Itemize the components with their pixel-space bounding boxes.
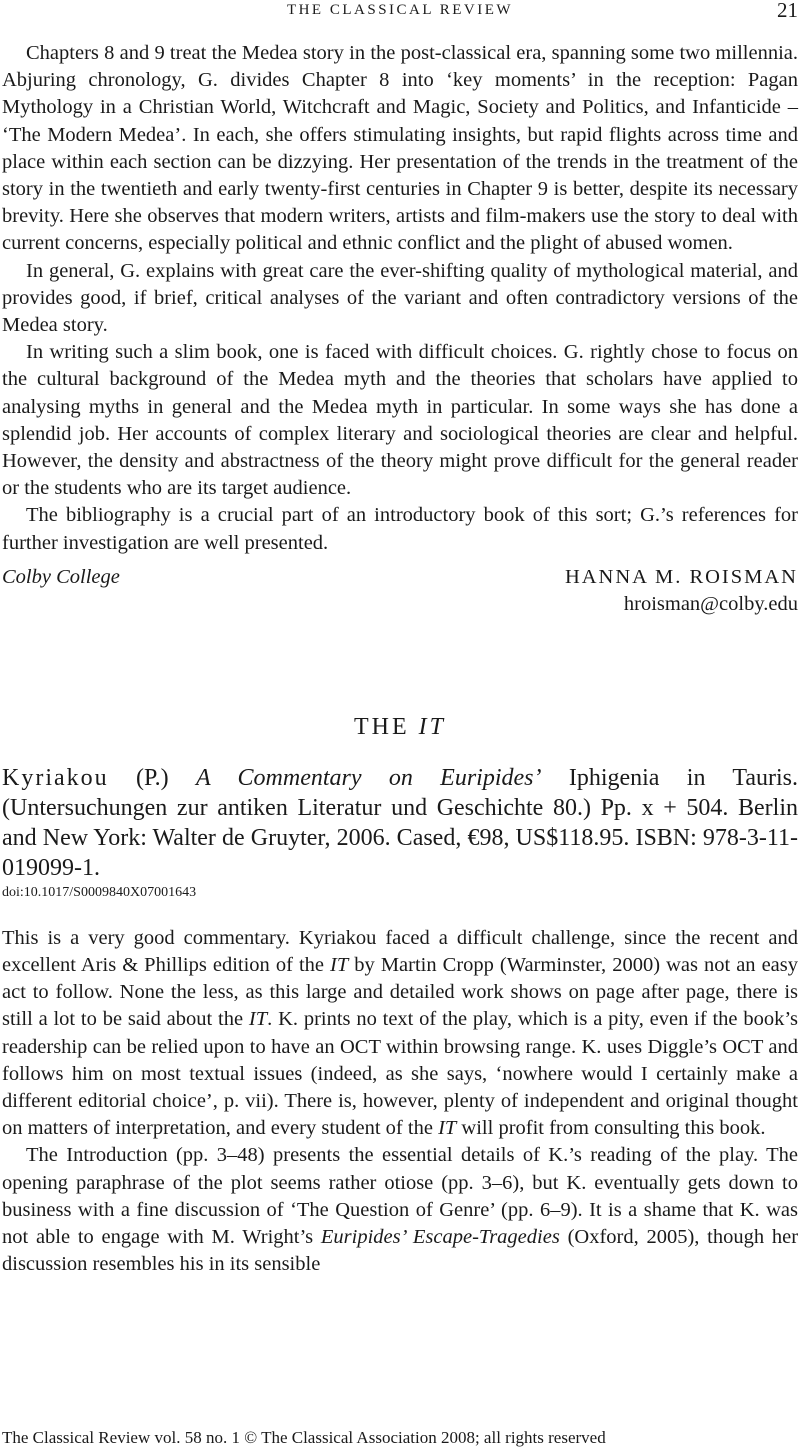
review-title-prefix: THE	[354, 713, 410, 740]
review-title	[2, 714, 798, 741]
text-run: The Introduction (pp. 3–48) presents the essential details of K.’s reading of the play. The opening paraphrase of the plot seems rather otiose (pp. 3–6), but K. eventually gets down to business with a fine discussion of ‘The Question of Genre’ (pp. 6–9). It is a shame that K. was not able to engage with M. Wright’s	[2, 1144, 798, 1249]
citation-initial: (P.)	[135, 764, 169, 791]
text-run: This is a very good commentary. Kyriakou faced a difficult challenge, since the recent and excellent Aris & Phillips edition of the	[2, 926, 798, 977]
text-run-italic: IT	[438, 1117, 457, 1140]
paragraph: The bibliography is a crucial part of an introductory book of this sort; G.’s references for further investigation are well presented.	[2, 504, 798, 554]
citation-play-title: Iphigenia in Tauris.	[568, 764, 798, 791]
paragraph: In general, G. explains with great care the ever-shifting quality of mythological material, and provides good, if brief, critical analyses of the variant and often contradictory versions of the Medea story.	[2, 259, 798, 337]
text-run: by Martin Cropp (Warminster, 2000) was not an easy act to follow. None the less, as this large and detailed work shows on page after page, there is still a lot to be said about the	[2, 954, 798, 1031]
text-run: will profit from consulting this book.	[461, 1117, 766, 1140]
text-run-italic: IT	[248, 1008, 268, 1031]
paragraph: Chapters 8 and 9 treat the Medea story in the post-classical era, spanning some two millennia. Abjuring chronology, G. divides Chapter 8 into ‘key moments’ in the reception: Pagan Mythology in a Christian World, Witchcraft and Magic, Society and Politics, and Infanticide – ‘The Modern Medea’. In each, she offers stimulating insights, but rapid flights across time and place within each section can be dizzying. Her presentation of the trends in the treatment of the story in the twentieth and early twenty-first centuries in Chapter 9 is better, despite its necessary brevity. Here she observes that modern writers, artists and film-makers use the story to deal with current concerns, especially political and ethnic conflict and the plight of abused women.	[2, 42, 798, 255]
text-run: (Oxford, 2005), though her discussion resembles his in its sensible	[2, 1226, 799, 1276]
paragraph	[2, 1142, 798, 1278]
citation-book-title: A Commentary on Euripides’	[195, 764, 542, 791]
text-run-italic: IT	[330, 954, 349, 977]
running-head	[0, 0, 800, 24]
running-title: THE CLASSICAL REVIEW	[286, 2, 514, 18]
paragraph: In writing such a slim book, one is faced with difficult choices. G. rightly chose to focus on the cultural background of the Medea myth and the theories that scholars have applied to analysing myths in general and the Medea myth in particular. In some ways she has done a splendid job. Her accounts of complex literary and sociological theories are clear and helpful. However, the density and abstractness of the theory might prove difficult for the general reader or the students who are its target audience.	[2, 341, 798, 500]
reviewer-affiliation: Colby College	[2, 565, 120, 588]
page-number: 21	[777, 0, 798, 22]
paragraph	[2, 925, 798, 1143]
citation-author: Kyriakou	[2, 764, 109, 791]
reviewer-email: hroisman@colby.edu	[623, 592, 798, 615]
text-run: . K. prints no text of the play, which is a pity, even if the book’s readership can be relied upon to have an OCT within browsing range. K. uses Diggle’s OCT and follows him on most textual issues (indeed, as she says, ‘nowhere would I certainly make a different editorial choice’, p. vii). There is, however, plenty of independent and original thought on matters of interpretation, and every student of the	[2, 1008, 799, 1140]
text-run-italic: Euripides’ Escape-Tragedies	[320, 1226, 560, 1249]
review-title-italic: IT	[418, 713, 446, 740]
book-citation	[2, 763, 798, 883]
article-body	[2, 40, 798, 1279]
page-footer: The Classical Review vol. 58 no. 1 © The Classical Association 2008; all rights reserved	[2, 1428, 606, 1447]
reviewer-name: HANNA M. ROISMAN	[564, 565, 798, 588]
citation-details: (Untersuchungen zur antiken Literatur und Geschichte 80.) Pp. x + 504. Berlin and New York: Walter de Gruyter, 2006. Cased, €98, US$118.95. ISBN: 978-3-11-019099-1.	[2, 794, 798, 881]
doi: doi:10.1017/S0009840X07001643	[2, 884, 197, 900]
reviewer-signature	[2, 564, 798, 620]
